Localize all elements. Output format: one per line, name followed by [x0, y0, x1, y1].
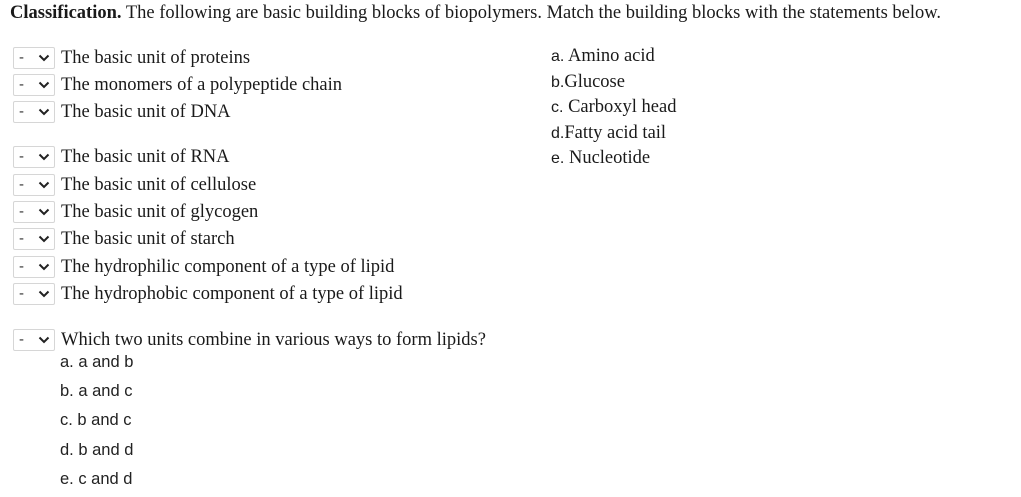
answer-dropdown[interactable]: [13, 101, 55, 123]
option-item: [551, 46, 655, 67]
option-letter: d.: [551, 125, 565, 142]
chevron-down-icon: [38, 289, 50, 299]
answer-choice: c. b and c: [60, 411, 132, 429]
answer-dropdown[interactable]: [13, 174, 55, 196]
answer-dropdown[interactable]: [13, 256, 55, 278]
question-row: [13, 200, 258, 224]
chevron-down-icon: [38, 53, 50, 63]
option-item: [551, 148, 650, 169]
header-bold-label: Classification.: [10, 3, 122, 23]
question-row: [13, 282, 403, 306]
option-text: Carboxyl head: [568, 97, 677, 117]
option-letter: e.: [551, 150, 565, 167]
chevron-down-icon: [38, 335, 50, 345]
chevron-down-icon: [38, 180, 50, 190]
answer-dropdown[interactable]: [13, 47, 55, 69]
option-text: Glucose: [564, 72, 625, 92]
chevron-down-icon: [38, 207, 50, 217]
question-row: [13, 145, 230, 169]
dropdown-value: -: [19, 49, 24, 66]
answer-choice: a. a and b: [60, 353, 134, 371]
question-row: [13, 73, 342, 97]
answer-choice: e. c and d: [60, 470, 133, 488]
question-text: The basic unit of glycogen: [61, 201, 259, 222]
answer-dropdown[interactable]: [13, 201, 55, 223]
option-item: [551, 123, 666, 144]
chevron-down-icon: [38, 107, 50, 117]
dropdown-value: -: [19, 148, 24, 165]
answer-choice: b. a and c: [60, 382, 133, 400]
option-letter: c.: [551, 99, 564, 116]
answer-choice: d. b and d: [60, 441, 134, 459]
chevron-down-icon: [38, 80, 50, 90]
question-text: The monomers of a polypeptide chain: [61, 74, 343, 95]
answer-dropdown[interactable]: [13, 74, 55, 96]
question-text: The hydrophilic component of a type of lipid: [61, 256, 395, 277]
dropdown-value: -: [19, 285, 24, 302]
chevron-down-icon: [38, 262, 50, 272]
option-text: Nucleotide: [568, 148, 651, 168]
question-text: The hydrophobic component of a type of lipid: [61, 283, 403, 304]
question-text: Which two units combine in various ways to form lipids?: [61, 329, 486, 350]
answer-dropdown[interactable]: [13, 228, 55, 250]
option-text: Fatty acid tail: [564, 123, 667, 143]
question-text: The basic unit of starch: [61, 228, 235, 249]
question-row: [13, 255, 394, 279]
dropdown-value: -: [19, 103, 24, 120]
option-letter: a.: [551, 48, 565, 65]
chevron-down-icon: [38, 234, 50, 244]
answer-dropdown[interactable]: [13, 329, 55, 351]
option-item: [551, 72, 625, 93]
answer-dropdown[interactable]: [13, 283, 55, 305]
header: [10, 3, 941, 24]
dropdown-value: -: [19, 203, 24, 220]
option-item: [551, 97, 676, 118]
chevron-down-icon: [38, 152, 50, 162]
question-text: The basic unit of proteins: [61, 47, 251, 68]
answer-dropdown[interactable]: [13, 146, 55, 168]
question-text: The basic unit of RNA: [61, 146, 230, 167]
dropdown-value: -: [19, 258, 24, 275]
header-instructions: The following are basic building blocks of biopolymers. Match the building blocks with the statements below.: [125, 3, 942, 23]
dropdown-value: -: [19, 331, 24, 348]
question-row: [13, 227, 235, 251]
dropdown-value: -: [19, 176, 24, 193]
question-text: The basic unit of cellulose: [61, 174, 257, 195]
option-text: Amino acid: [567, 46, 655, 66]
question-row: [13, 46, 250, 70]
question-row: [13, 328, 486, 352]
option-letter: b.: [551, 74, 565, 91]
question-row: [13, 100, 231, 124]
dropdown-value: -: [19, 230, 24, 247]
question-row: [13, 173, 256, 197]
question-text: The basic unit of DNA: [61, 101, 231, 122]
dropdown-value: -: [19, 76, 24, 93]
